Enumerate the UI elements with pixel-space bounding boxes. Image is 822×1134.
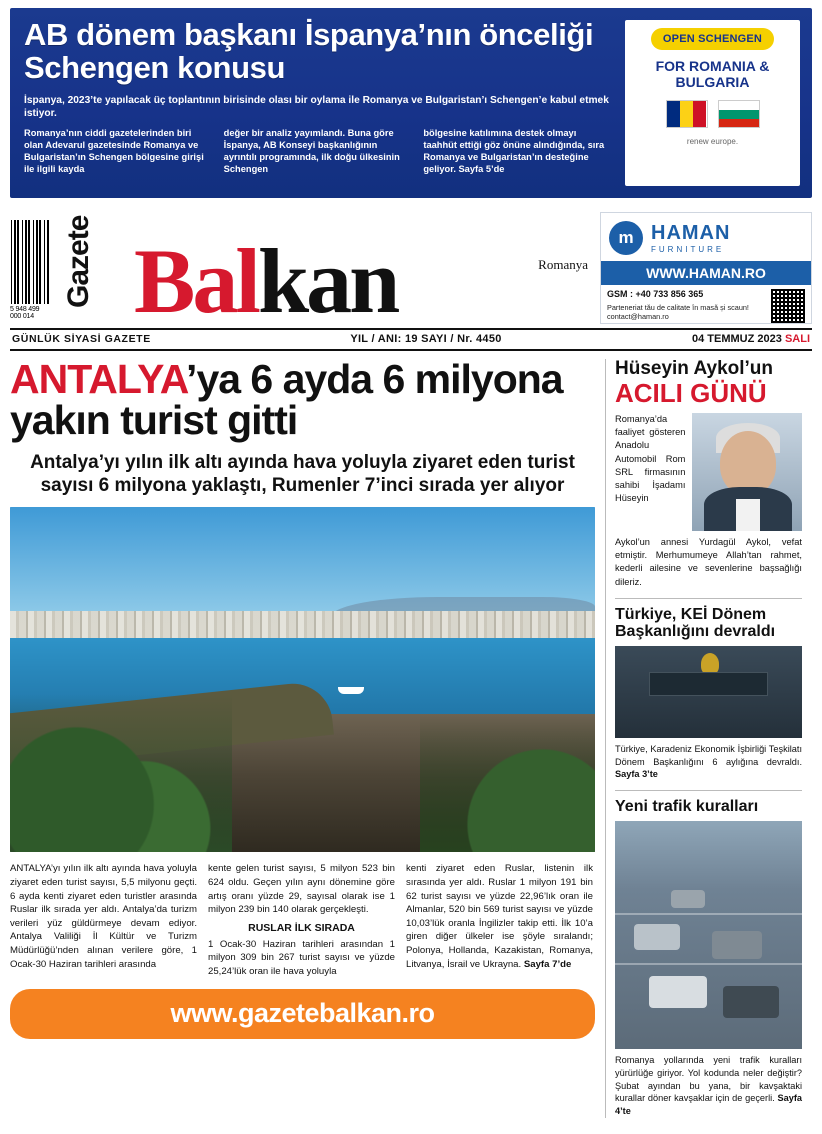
article-column-1: ANTALYA’yı yılın ilk altı ayında hava yoluyla ziyaret eden turist sayısı, 5,5 milyonu geçti. 6 ayda kenti ziyaret eden turistler arasında Ruslar ilk sırada yer aldı. Antalya’da turizm verileri yüz güldürmeye devam ediyor. Antalya Valiliği İl Kültür ve Turizm Müdürlüğü’nden alınan verilere göre, 1 Ocak-30 Haziran tarihleri arasında [10,863,197,970]
date-info [595,333,810,345]
title-wrap [50,215,590,333]
banner-column-3: bölgesine katılımına destek olmayı taahhüt ettiği göz önüne alındığında, sıra Romanya ve Bulgaristan’ın desteğine geliyor. Sayfa 5’de [423,128,605,175]
haman-ad-top [601,213,811,259]
qr-code-icon[interactable] [771,289,805,323]
haman-subtitle: FURNITURE [651,244,725,254]
main-headline-rest: ’ya 6 ayda 6 milyona yakın turist gitti [10,356,563,443]
kei-photo [615,646,802,738]
kei-caption-text: Türkiye, Karadeniz Ekonomik İşbirliği Teşkilatı Dönem Başkanlığını 6 aylığına devraldı. [615,744,802,767]
banner-columns [24,128,609,176]
traffic-page-ref: Sayfa 4’te [615,1093,803,1117]
article-columns [10,862,595,978]
barcode [10,220,50,324]
masthead [10,206,812,333]
main-headline [10,356,595,443]
barcode-bars [11,220,49,304]
obituary-title-1: Hüseyin Aykol’un [615,358,774,379]
divider-1 [615,598,802,599]
article-column-3 [406,862,593,978]
kei-page-ref: Sayfa 3’te [615,769,658,780]
article-column-2b-text: 1 Ocak-30 Haziran tarihleri arasından 1 milyon 309 bin 267 turist sayısı ve yüzde 25,24’lük oran ile hava yoluyla [208,938,395,977]
car-4 [723,986,779,1018]
obituary-text-rest: Aykol’un annesi Yurdagül Aykol, vefat etmiştir. Merhumumeye Allah’tan rahmet, kederli ailesine ve sevenlerine başsağlığı dileriz. [615,537,802,587]
article-page-ref: Sayfa 7’de [523,958,572,970]
antalya-photo [10,507,595,852]
romanya-label: Romanya [538,257,588,273]
side-column [605,359,802,1118]
banner-column-2: değer bir analiz yayımlandı. Buna göre İspanya, AB Konseyi başkanlığının ayrıntılı programında, ilk doğu ülkesinin Schengen [223,128,400,175]
gazete-word: Gazete [62,215,95,308]
main-subhead: Antalya’yı yılın ilk altı ayında hava yoluyla ziyaret eden turist sayısı 6 milyona yaklaştı, Rumenler 7’inci sırada yer alıyor [30,452,575,497]
logo-line [56,230,590,333]
kei-caption [615,743,802,781]
logo-kan: kan [257,230,398,333]
traffic-photo [615,821,802,1049]
bulgaria-flag-icon [718,100,760,128]
rule-bottom [10,349,812,351]
car-2 [712,931,762,959]
obituary-portrait [692,413,802,531]
masthead-info-line [10,330,812,349]
photo-boat-1 [338,687,364,694]
haman-logo-icon: m [609,221,643,255]
website-banner[interactable]: www.gazetebalkan.ro [10,989,595,1039]
article-column-3-text: kenti ziyaret eden Ruslar, listenin ilk sırasında yer aldı. Ruslar 1 milyon 191 bin 62 turist sayısı ve yüzde 22,96’lık oran ile Almanlar, 520 bin 569 turist sayısı ve yüzde 10,03’lük oranla İngilizler takip etti. İlk 10’a giren diğer ülkeler ise şöyle sıralandı; Polonya, Hollanda, Kazakistan, Romanya, Litvanya, İsrail ve Ukrayna. [406,863,593,970]
haman-name: HAMAN [651,221,731,244]
main-column [10,356,595,1118]
banner-column-1: Romanya’nın ciddi gazetelerinden biri olan Adevarul gazetesinde Romanya ve Bulgaristan’ın Schengen bölgesine girişi ile ilgili kayda [24,128,204,175]
barcode-number: 5 948 499 000 014 [10,306,40,320]
haman-contact [607,289,766,323]
romania-flag-icon [666,100,708,128]
main-headline-red: ANTALYA [10,356,187,402]
tagline: GÜNLÜK SİYASİ GAZETE [12,333,151,345]
lane-line-1 [615,913,802,915]
portrait-face [720,431,776,495]
kei-sign [649,672,769,696]
article-column-2 [208,862,395,978]
obituary-text-left: Romanya’da faaliyet gösteren Anadolu Automobil Rom SRL firmasının sahibi İşadamı Hüseyin [615,414,686,503]
renew-europe-label: renew europe. [686,137,739,147]
traffic-story-title: Yeni trafik kuralları [615,798,759,816]
traffic-caption-text: Romanya yollarında yeni trafik kuralları yürürlüğe giriyor. Yol kodunda neler değiştir? Şubat ayından bu yana, bir kavşaktaki kurallar döner kavşaklar için de geçerli. [615,1055,802,1104]
article-column-2-text: kente gelen turist sayısı, 5 milyon 523 bin 624 oldu. Geçen yılın aynı dönemine göre artış oranı yüzde 29, sayısal olarak ise 1 milyon 239 bin 140 olarak gerçekleşti. [208,863,395,916]
portrait-shirt [736,499,760,531]
for-romania-label: FOR ROMANIA & BULGARIA [655,58,770,90]
open-schengen-badge: OPEN SCHENGEN [651,28,774,50]
logo-bal: Bal [134,230,258,333]
article-subheading: RUSLAR İLK SIRADA [248,921,355,934]
photo-greenery-left [10,694,232,853]
schengen-badge-box [625,20,800,186]
divider-2 [615,790,802,791]
haman-url[interactable]: WWW.HAMAN.RO [601,261,811,285]
issue-info: YIL / ANI: 19 SAYI / Nr. 4450 [350,333,502,345]
obituary-top [615,413,802,531]
car-1 [634,924,680,950]
car-5 [671,890,705,908]
banner-headline: AB dönem başkanı İspanya’nın önceliği Schengen konusu [24,17,594,86]
banner-subhead: İspanya, 2023’te yapılacak üç toplantının birisinde olası bir oylama ile Romanya ve Bulgaristan’ı Schengen’e kabul etmek istiyor. [24,94,609,119]
flags-row [633,100,792,128]
top-banner [10,8,812,198]
date-text: 04 TEMMUZ 2023 [692,333,782,345]
day-text: SALI [784,333,810,345]
haman-ad[interactable] [600,212,812,324]
lane-line-2 [615,963,802,965]
photo-greenery-right [420,714,596,852]
car-3 [649,976,707,1008]
kei-story-title: Türkiye, KEİ Dönem Başkanlığını devraldı [615,605,776,640]
traffic-caption [615,1054,802,1117]
haman-gsm: GSM : +40 733 856 365 [607,289,704,299]
obituary-title-2: ACILI GÜNÜ [615,377,767,408]
haman-ad-bottom [601,285,811,327]
content [10,356,812,1118]
haman-info: Parteneriat tău de calitate în masă și scaun! contact@haman.ro [607,302,749,322]
